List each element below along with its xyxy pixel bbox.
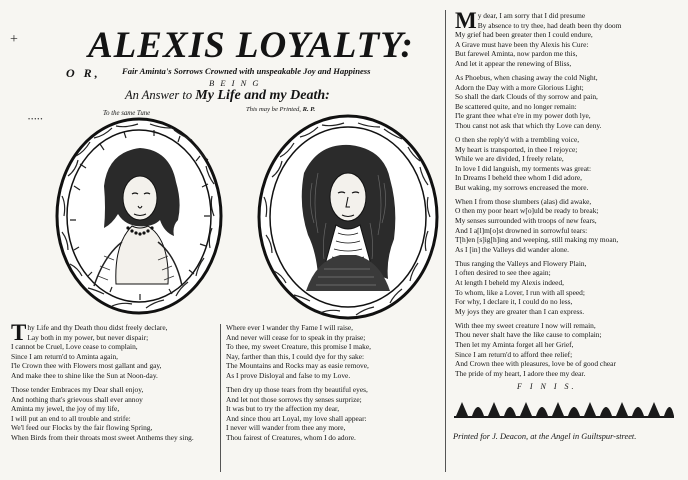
man-portrait-icon	[256, 113, 440, 321]
verse-line: By absence to try thee, had death been thy doom	[477, 20, 622, 30]
drop-cap-m: M	[455, 8, 477, 33]
verse-line: Since I am return'd to afford thee relief;	[455, 349, 573, 359]
verse-column-3	[455, 8, 622, 383]
verse-line: O then my poor heart w[o]uld be ready to break;	[455, 206, 599, 216]
verse-line: And since thou art Loyal, my love shall appear:	[226, 413, 367, 423]
license-text: This may be Printed,	[246, 106, 301, 113]
answer-title: My Life and my Death:	[195, 88, 330, 103]
verse-line: Thus ranging the Valleys and Flowery Plain,	[455, 258, 587, 268]
verse-line: Thou never shalt have the like cause to complain;	[455, 330, 602, 340]
verse-line: I'le grant thee what e're in my power doth lye,	[455, 111, 591, 121]
verse-line: As Phoebus, when chasing away the cold Night,	[455, 72, 598, 82]
answer-prefix: An Answer to	[125, 88, 193, 102]
column-divider	[220, 324, 221, 472]
verse-line: I will put an end to all trouble and strife:	[11, 413, 131, 423]
verse-line: To thee, my sweet Creature, this promise I make,	[226, 342, 371, 352]
verse-line: Thou fairest of Creatures, whom I do adore.	[226, 432, 356, 442]
verse-line: I cannot be Cruel, Love cease to complain,	[11, 342, 138, 352]
verse-line: While we are divided, I freely relate,	[455, 154, 564, 164]
license-note	[246, 106, 315, 113]
margin-mark: •••••	[28, 117, 44, 123]
ballad-subtitle: Fair Aminta's Sorrows Crowned with unspeakable Joy and Happiness	[122, 66, 371, 76]
verse-line: We'l feed our Flocks by the fair flowing Spring,	[11, 423, 153, 433]
answer-line	[125, 88, 330, 104]
verse-line: y dear, I am sorry that I did presume	[477, 11, 586, 20]
stanza-1	[11, 320, 194, 381]
crosshair-mark: +	[10, 32, 18, 47]
verse-line: When I from those slumbers (alas) did awake,	[455, 196, 592, 206]
verse-line: My senses surrounded with troops of new fears,	[455, 216, 597, 226]
stanza-1	[226, 323, 371, 381]
stanza-2	[455, 73, 618, 131]
verse-line: The pride of my heart, I adore thee my dear.	[455, 368, 586, 378]
verse-line: And I a[l]m[o]st drowned in sorrowful tears:	[455, 225, 588, 235]
verse-line: To whom, like a Lover, I run with all speed;	[455, 287, 585, 297]
verse-line: Be scattered quite, and no longer remain:	[455, 101, 577, 111]
verse-line: I often desired to see thee again;	[455, 268, 551, 278]
tune-note: To the same Tune	[103, 110, 151, 117]
verse-line: Those tender Embraces my Dear shall enjoy,	[11, 384, 144, 394]
stanza-5	[455, 259, 618, 317]
woman-portrait-icon	[54, 116, 224, 316]
verse-column-1	[11, 320, 194, 447]
verse-line: But farewel Aminta, now pardon me this,	[455, 49, 578, 59]
verse-line: My joys they are greater than I can express.	[455, 306, 585, 316]
verse-line: When Birds from their throats most sweet Anthems they sing.	[11, 432, 194, 442]
fleuron-ornament-icon	[452, 398, 676, 420]
verse-line: O then she reply'd with a trembling voice,	[455, 134, 580, 144]
verse-line: With thee my sweet creature I now will remain,	[455, 320, 596, 330]
or-label: O R,	[66, 66, 101, 80]
stanza-4	[455, 197, 618, 255]
verse-line: A Grave must have been thy Alexis his Cure:	[455, 39, 589, 49]
stanza-2	[11, 385, 194, 443]
finis-label: F I N I S.	[517, 382, 577, 391]
verse-line: hy Life and thy Death thou didst freely declare,	[27, 323, 168, 332]
verse-line: But waking, my sorrows encreased the more.	[455, 182, 589, 192]
verse-line: And make thee to shine like the Sun at Noon-day.	[11, 370, 158, 380]
stanza-6	[455, 321, 618, 379]
verse-line: Lay both in my power, but never dispair;	[27, 332, 149, 342]
verse-line: T[h]en [s]ig[h]ing and weeping, still making my moan,	[455, 235, 619, 245]
verse-line: The Mountains and Rocks may as easie remove,	[226, 361, 369, 371]
verse-line: At length I beheld my Alexis indeed,	[455, 278, 564, 287]
verse-line: Then let my Aminta forget all her Grief,	[455, 339, 574, 349]
licenser-initials: R. P.	[302, 106, 316, 113]
verse-line: Where ever I wander thy Fame I will raise,	[226, 323, 354, 332]
verse-line: As I prove Disloyal and false to my Love.	[226, 370, 351, 380]
verse-line: In love I did languish, my torments was great:	[455, 163, 592, 173]
verse-line: And nothing that's grievous shall ever annoy	[11, 394, 143, 404]
stanza-2	[226, 385, 371, 443]
verse-line: And never will cease for to speak in thy praise;	[226, 332, 366, 342]
stanza-1	[455, 8, 622, 69]
verse-column-2	[226, 323, 371, 447]
verse-line: Nay, farther than this, I could dye for thy sake:	[226, 351, 365, 361]
verse-line: Then dry up those tears from thy beautiful eyes,	[226, 384, 368, 394]
column-divider	[445, 10, 446, 472]
verse-line: And let it appear the renewing of Bliss,	[455, 58, 572, 68]
verse-line: As I [in] the Valleys did wander alone.	[455, 244, 569, 254]
ballad-title: ALEXIS LOYALTY:	[88, 25, 414, 66]
verse-line: So shall the dark Clouds of thy sorrow and pain,	[455, 92, 598, 102]
verse-line: Thou canst not ask that which thy Love can deny.	[455, 120, 602, 130]
verse-line: And let not those sorrows thy senses surprize;	[226, 394, 362, 404]
verse-line: For why, I declare it, I could do no less,	[455, 297, 573, 307]
verse-line: My heart is transported, in thee I rejoyce;	[455, 144, 578, 154]
being-label: B E I N G	[209, 78, 261, 88]
verse-line: My grief had been greater then I could endure,	[455, 30, 593, 40]
verse-line: And Crown thee with pleasures, love be of good chear	[455, 359, 616, 369]
verse-line: I'le Crown thee with Flowers most gallant and gay,	[11, 361, 162, 371]
verse-line: I never will wander from thee any more,	[226, 423, 346, 433]
drop-cap-t: T	[11, 320, 27, 345]
verse-line: In Dreams I beheld thee whom I did adore,	[455, 173, 583, 183]
verse-line: Since I am return'd to Aminta again,	[11, 351, 119, 361]
verse-line: It was but to try the affection my dear,	[226, 404, 340, 414]
printer-colophon: Printed for J. Deacon, at the Angel in Guiltspur-street.	[453, 432, 637, 441]
stanza-3	[455, 135, 618, 193]
verse-line: Aminta my jewel, the joy of my life,	[11, 404, 120, 414]
verse-line: Adorn the Day with a more Glorious Light;	[455, 82, 584, 92]
